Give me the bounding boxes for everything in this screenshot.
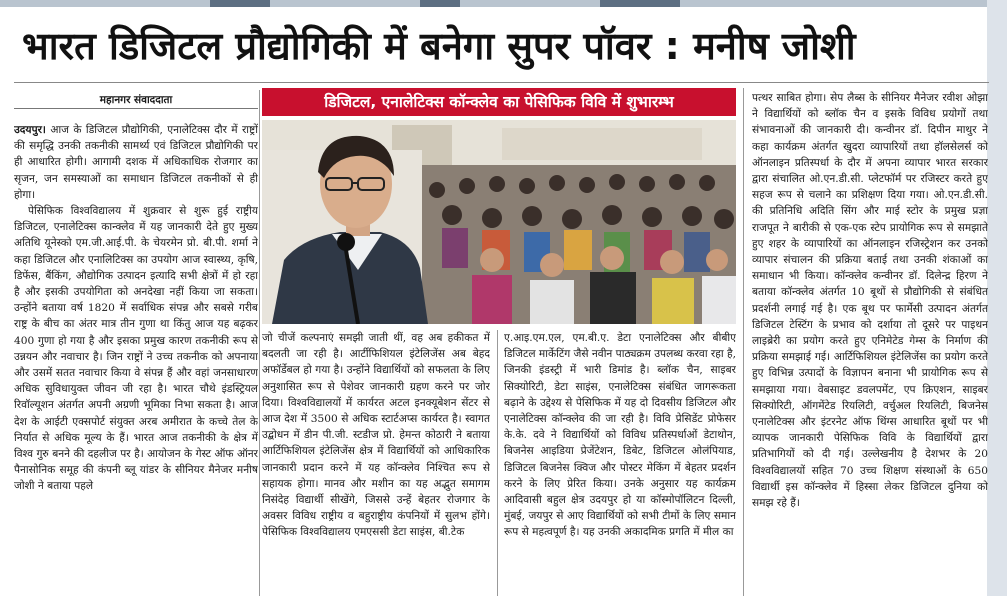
column-divider	[743, 88, 744, 596]
top-strip	[0, 0, 1007, 7]
event-photo	[262, 120, 736, 324]
column-divider	[497, 330, 498, 596]
article-column-3: ए.आइ.एम.एल, एम.बी.ए. डेटा एनालेटिक्स और बीबीए डिजिटल मार्केटिंग जैसे नवीन पाठ्यक्रम उपलब्ध करवा रहा है, जिनकी इंडस्ट्री में भारी डिमांड है। ब्लॉक चैन, साइबर सिक्योरिटी, डेटा साइंस, एनालेटिक्स संबंधित जागरूकता बढ़ाने के उद्देश्य से पेसिफिक में यह दो दिवसीय डिजिटल और एनालेटिक्स कॉन्क्लेव की जा रही है। विवि प्रेसिडेंट प्रोफेसर के.के. दवे ने विद्यार्थियों को विविध प्रतिस्पर्धाओं डेटाथोन, बिजनेस आइडिया प्रेजेंटेशन, डिबेट, डिजिटल ओलंपियाड, डिजिटल बिजनेस क्विज और पोस्टर मेकिंग में बेहतर प्रदर्शन करने के लिए प्रेरित किया। उनके अनुसार यह कार्यक्रम आदिवासी बहुल क्षेत्र उदयपुर हो या कॉस्मोपॉलिटन दिल्ली, मुंबई, जयपुर से आए विद्यार्थियों को सभी टीमों के लिए समान रूप से महत्वपूर्ण है। यह उनकी अकादमिक प्रगति में मील का	[504, 332, 736, 539]
paragraph: पेसिफिक विश्वविद्यालय में शुक्रवार से शुरू हुई राष्ट्रीय डिजिटल, एनालेटिक्स कान्क्लेव में यह जानकारी देते हुए मुख्य अतिथि यूनेस्को एम.जी.आई.पी. के चेयरमेन प्रो. बी.पी. शर्मा ने कहा डिजिटल और एनालिटिक्स का उपयोग आज स्वास्थ्य, कृषि, डिफेंस, बैंकिंग, औद्योगिक उत्पादन इत्यादि सभी क्षेत्रों में हो रहा है और इसकी उपयोगिता को अनदेखा नहीं किया जा सकता। उन्होंने बताया वर्ष 1820 में सर्वाधिक संपन्न और सबसे गरीब राष्ट्र के बीच का अंतर मात्र तीन गुणा था किंतु आज यह बढ़कर 400 गुणा हो गया है और इसका प्रमुख कारण तकनीकी रूप से उन्नयन और नवाचार है। जिन राष्ट्रों ने उच्च तकनीक को अपनाया और उसमें सतत नवाचार किया वे संपन्न हैं और वहां जनसाधारण अधिक सुविधायुक्त जीवन जी रहा है। भारत चौथे इंडस्ट्रियल रिवॉल्यूशन अंतर्गत अपनी अग्रणी भूमिका निभा सकता है। आज देश के आईटी एक्सपोर्ट संयुक्त अरब अमीरात के कच्चे तेल के निर्यात से अधिक मूल्य के हैं। भारत आज तकनीकी के क्षेत्र में विश्व गुरु बनने की दहलीज पर है। आयोजन के गेस्ट ऑफ ऑनर पैनासोनिक समूह की कंपनी ब्लू यांडर के सीनियर मैनेजर मनीष जोशी ने बताया पहले	[14, 205, 258, 493]
subheadline: डिजिटल, एनालेटिक्स कॉन्क्लेव का पेसिफिक विवि में शुभारम्भ	[262, 88, 736, 116]
paragraph-text: आज के डिजिटल प्रौद्योगिकी, एनालेटिक्स दौर में राष्ट्रों की समृद्धि उनकी तकनीकी सामर्थ्य एवं डिजिटल प्रौद्योगिकी पर ही आधारित होगी। आगामी दशक में अधिकाधिक रोजगार का सृजन, जन समस्याओं का समाधान डिजिटल तकनीकों से ही होगा।	[14, 124, 258, 201]
dateline: उदयपुर।	[14, 124, 46, 136]
byline: महानगर संवाददाता	[14, 92, 258, 109]
article-column-4: पत्थर साबित होगा। सेप लैब्स के सीनियर मैनेजर रवीश ओझा ने विद्यार्थियों को ब्लॉक चैन व इसके विविध प्रयोगों तथा संभावनाओं की जानकारी दी। कन्वीनर डॉ. दिपीन माथुर ने कहा कार्यक्रम अंतर्गत खुदरा व्यापारियों तथा हॉलसेलर्स को ऑनलाइन प्रतिस्पर्धा के दौर में अपना व्यापार भारत सरकार द्वारा संचालित ओ.एन.डी.सी. प्लेटफॉर्म पर रजिस्टर करते हुए सहज रूप से चलाने का प्रशिक्षण दिया गया। ओ.एन.डी.सी. की प्रतिनिधि अदिति सिंग और माई स्टोर के प्रमुख प्रज्ञा राजपूत ने बारीकी से एक-एक स्टेप प्रायोगिक रूप से समझाते हुए शहर के व्यापारियों का ऑनलाइन रजिस्ट्रेशन कर उनको व्यापार संचालन की प्रक्रिया बताई तथा उनकी शंकाओं का समाधान भी किया। कॉन्क्लेव कन्वीनर डॉ. दिलेन्द्र हिरण ने बताया कॉन्क्लेव अंतर्गत 10 बूथों से प्रौद्योगिकी से संबंधित प्रदर्शनी लगाई गई है। एक बूथ पर फार्मेसी उत्पादन अंतर्गत डिजिटल टेस्टिंग के प्रभाव को दर्शाया तो दूसरे पर पाइथन लाइब्रेरी का प्रयोग करते हुए एनिमेटेड गेम्स के निर्माण की प्रक्रिया समझाई गई। आर्टिफिशियल इंटेलिजेंस का प्रयोग करते हुए विभिन्न उत्पादों के विज्ञापन बनाना भी प्रायोगिक रूप से समझाया गया। वेबसाइट डवलपमेंट, एप क्रिएशन, साइबर सिक्योरिटी, ऑगमेंटेड रियलिटी, वर्चुअल रियलिटी, बिजनेस एनालेटिक्स और इंटरनेट ऑफ थिंग्स आधारित बूथों पर भी व्यापक जानकारी पेसिफिक विवि के विद्यार्थियों द्वारा प्रतिभागियों को दी गई। उल्लेखनीय है देशभर के 20 विश्वविद्यालयों सहित 70 उच्च शिक्षण संस्थाओं के 650 विद्यार्थी इस कॉन्क्लेव में हिस्सा लेकर डिजिटल दुनिया को समझ रहे हैं।	[752, 92, 988, 510]
article-column-1	[14, 122, 258, 596]
headline: भारत डिजिटल प्रौद्योगिकी में बनेगा सुपर पॉवर : मनीष जोशी	[22, 24, 856, 68]
article-column-2: जो चीजें कल्पनाएं समझी जाती थीं, वह अब हकीकत में बदलती जा रही है। आर्टीफिशियल इंटेलिजेंस अब बेहद अफॉर्डेबल हो गया है। उन्होंने विद्यार्थियों को सफलता के लिए अनुशासित रूप से पेशेवर जानकारी ग्रहण करने पर जोर दिया। विश्वविद्यालयों में कार्यरत अटल इनक्यूबेशन सेंटर से आज देश में 3500 से अधिक स्टार्टअप्स कार्यरत है। स्वागत उद्बोधन में डीन पी.जी. स्टडीज प्रो. हेमन्त कोठारी ने बताया आर्टिफिशियल इंटेलिजेंस क्षेत्र में विद्यार्थियों को आधिकारिक जानकारी प्रदान करने में यह कॉन्क्लेव निश्चित रूप से सहायक होगा। मानव और मशीन का यह अद्भुत समागम निसंदेह विद्यार्थी सीखेंगे, जिससे उन्हें बेहतर रोजगार के अवसर विविध राष्ट्रीय व बहुराष्ट्रीय कंपनियों में सुलभ होंगे। पेसिफिक विश्वविद्यालय एमएससी डेटा साइंस, बी.टेक	[262, 332, 490, 539]
column-divider	[259, 90, 260, 596]
event-photo-image	[262, 120, 736, 324]
paragraph	[14, 122, 258, 203]
headline-rule	[14, 82, 989, 83]
page-edge	[987, 0, 1007, 596]
